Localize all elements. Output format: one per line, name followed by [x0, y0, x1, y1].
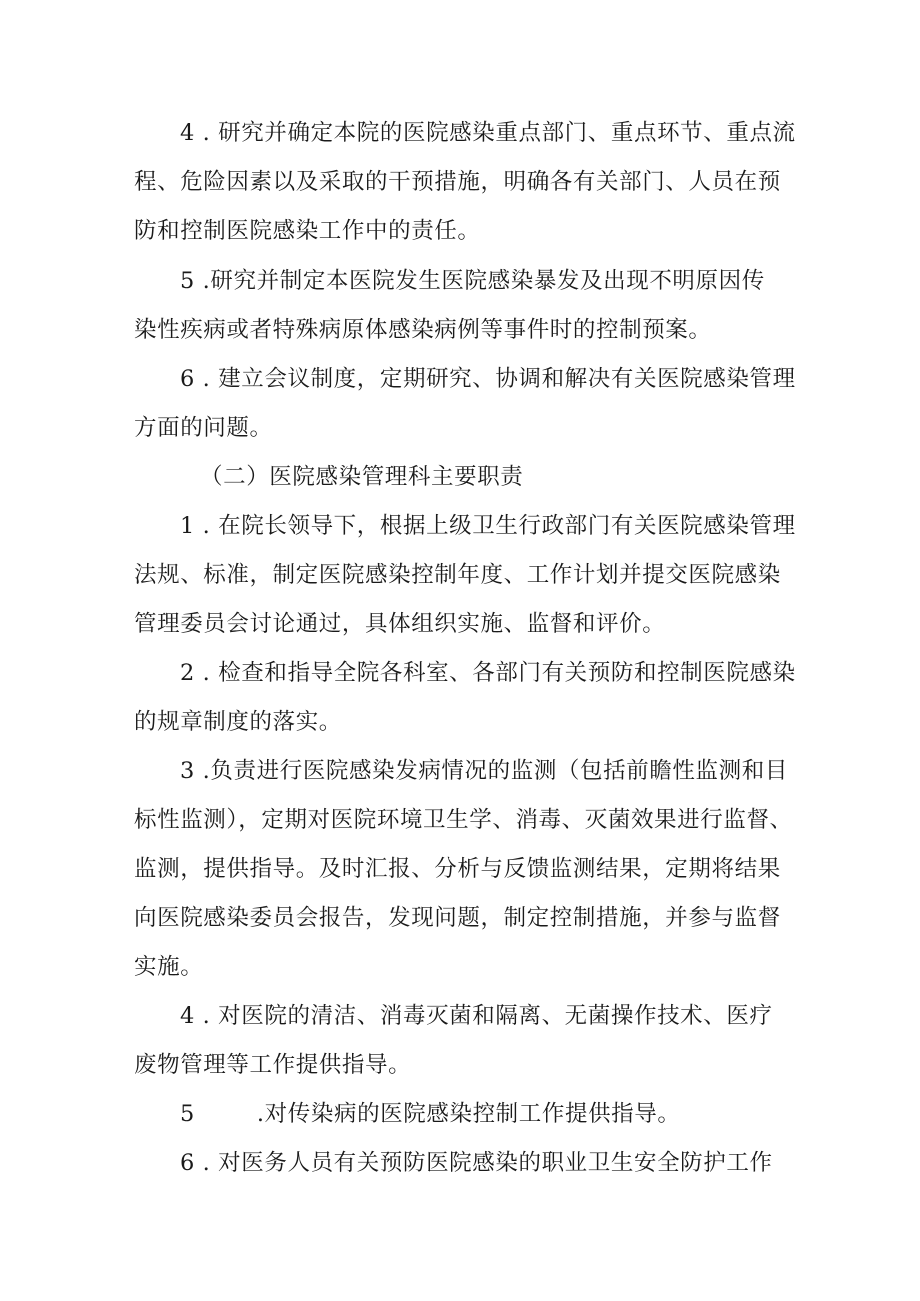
text-line: 标性监测），定期对医院环境卫生学、消毒、灭菌效果进行监督、	[134, 807, 793, 833]
text-line: 2 . 检查和指导全院各科室、各部门有关预防和控制医院感染	[180, 660, 796, 686]
text-line: 法规、标准，制定医院感染控制年度、工作计划并提交医院感染	[134, 562, 781, 588]
text-line: 3 .负责进行医院感染发病情况的监测（包括前瞻性监测和目	[180, 758, 788, 784]
text-line: 废物管理等工作提供指导。	[134, 1052, 412, 1078]
text-line: 方面的问题。	[134, 415, 273, 441]
section-heading: （二）医院感染管理科主要职责	[200, 464, 524, 490]
text-line: 4 . 研究并确定本院的医院感染重点部门、重点环节、重点流	[180, 120, 796, 146]
text-line: 1 . 在院长领导下，根据上级卫生行政部门有关医院感染管理	[180, 513, 796, 539]
text-line: 向医院感染委员会报告，发现问题，制定控制措施，并参与监督	[134, 905, 781, 931]
text-line: 染性疾病或者特殊病原体感染病例等事件时的控制预案。	[134, 317, 712, 343]
text-line: 防和控制医院感染工作中的责任。	[134, 218, 481, 244]
text-line: 程、危险因素以及采取的干预措施，明确各有关部门、人员在预	[134, 169, 781, 195]
text-line: 实施。	[134, 954, 204, 980]
text-line: 5 .研究并制定本医院发生医院感染暴发及出现不明原因传	[180, 268, 765, 294]
text-line: 4 . 对医院的清洁、消毒灭菌和隔离、无菌操作技术、医疗	[180, 1003, 773, 1029]
text-line: 5 .对传染病的医院感染控制工作提供指导。	[180, 1101, 681, 1127]
text-line: 6 . 对医务人员有关预防医院感染的职业卫生安全防护工作	[180, 1150, 773, 1176]
text-line: 管理委员会讨论通过，具体组织实施、监督和评价。	[134, 611, 666, 637]
text-line: 的规章制度的落实。	[134, 709, 342, 735]
text-line: 监测，提供指导。及时汇报、分析与反馈监测结果，定期将结果	[134, 856, 781, 882]
text-line: 6 . 建立会议制度，定期研究、协调和解决有关医院感染管理	[180, 366, 796, 392]
